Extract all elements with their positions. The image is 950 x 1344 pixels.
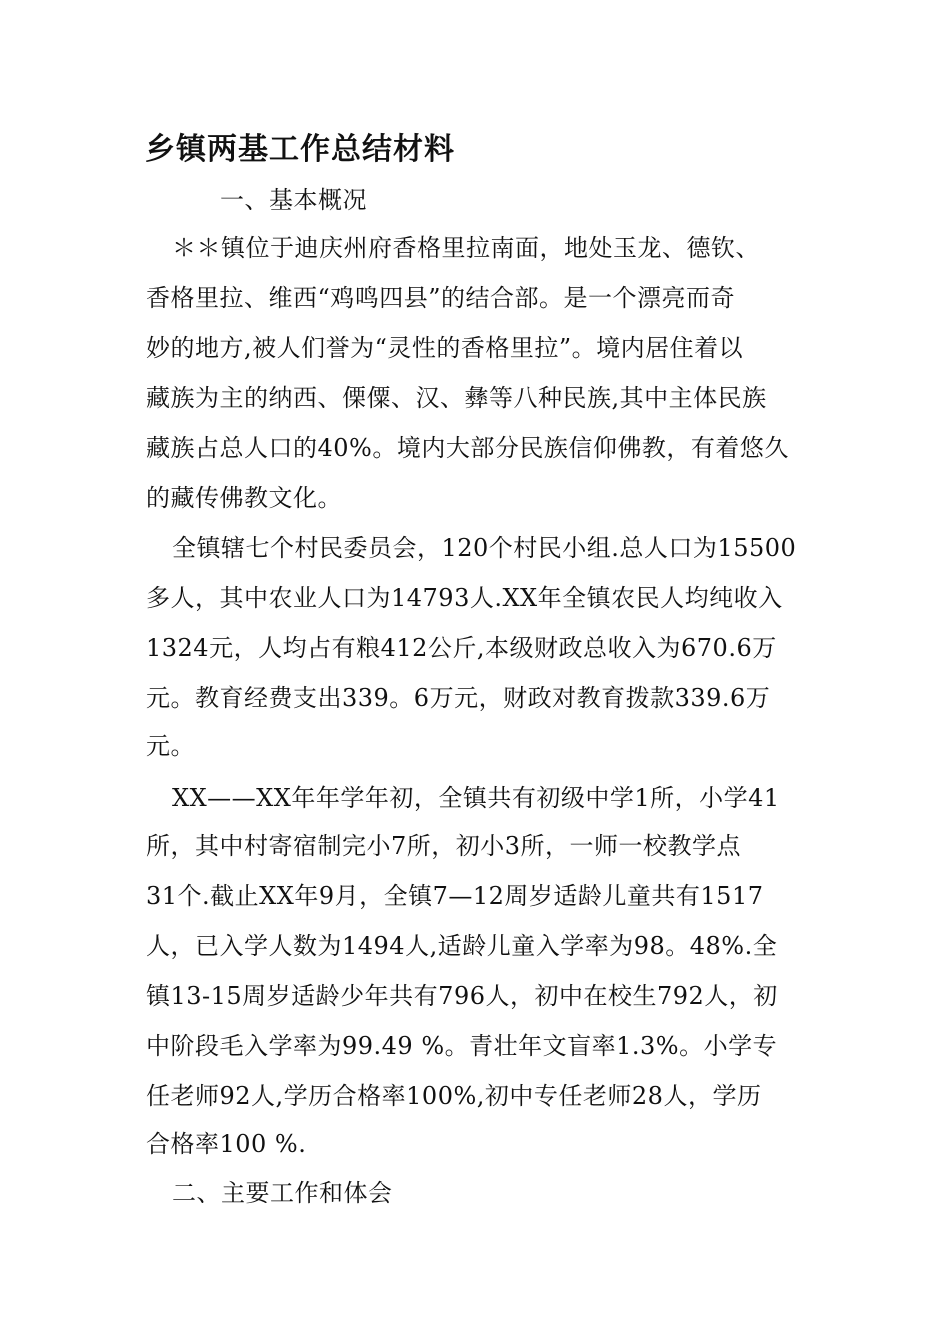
paragraph-line: 多人，其中农业人口为14793人.XX年全镇农民人均纯收入 [146, 584, 783, 612]
section-heading: 二、主要工作和体会 [172, 1179, 393, 1207]
paragraph-line: 妙的地方,被人们誉为“灵性的香格里拉”。境内居住着以 [146, 334, 744, 362]
paragraph-line: 的藏传佛教文化。 [146, 484, 342, 512]
paragraph-line: 1324元，人均占有粮412公斤,本级财政总收入为670.6万 [146, 634, 777, 662]
paragraph-line: 全镇辖七个村民委员会，120个村民小组.总人口为15500 [172, 534, 797, 562]
paragraph-line: 中阶段毛入学率为99.49 %。青壮年文盲率1.3%。小学专 [146, 1032, 778, 1060]
section-heading: 一、基本概况 [220, 186, 367, 214]
paragraph-line: 任老师92人,学历合格率100%,初中专任老师28人，学历 [146, 1082, 762, 1110]
paragraph-line: 人，已入学人数为1494人,适龄儿童入学率为98。48%.全 [146, 932, 778, 960]
document-title: 乡镇两基工作总结材料 [145, 132, 455, 167]
paragraph-line: 元。教育经费支出339。6万元，财政对教育拨款339.6万 [146, 684, 771, 712]
paragraph-line: 所，其中村寄宿制完小7所，初小3所，一师一校教学点 [146, 832, 742, 860]
paragraph-line: 31个.截止XX年9月，全镇7—12周岁适龄儿童共有1517 [146, 882, 764, 910]
paragraph-line: 藏族为主的纳西、傈僳、汉、彝等八种民族,其中主体民族 [146, 384, 767, 412]
paragraph-line: 藏族占总人口的40%。境内大部分民族信仰佛教，有着悠久 [146, 434, 789, 462]
paragraph-line: 合格率100 %. [146, 1130, 307, 1158]
paragraph-line: 镇13-15周岁适龄少年共有796人，初中在校生792人，初 [146, 982, 778, 1010]
paragraph-line: XX——XX年年学年初，全镇共有初级中学1所，小学41 [172, 784, 780, 812]
paragraph-line: 元。 [146, 732, 195, 760]
paragraph-line: 香格里拉、维西“鸡鸣四县”的结合部。是一个漂亮而奇 [146, 284, 736, 312]
paragraph-line: ＊＊镇位于迪庆州府香格里拉南面，地处玉龙、德钦、 [172, 234, 760, 262]
